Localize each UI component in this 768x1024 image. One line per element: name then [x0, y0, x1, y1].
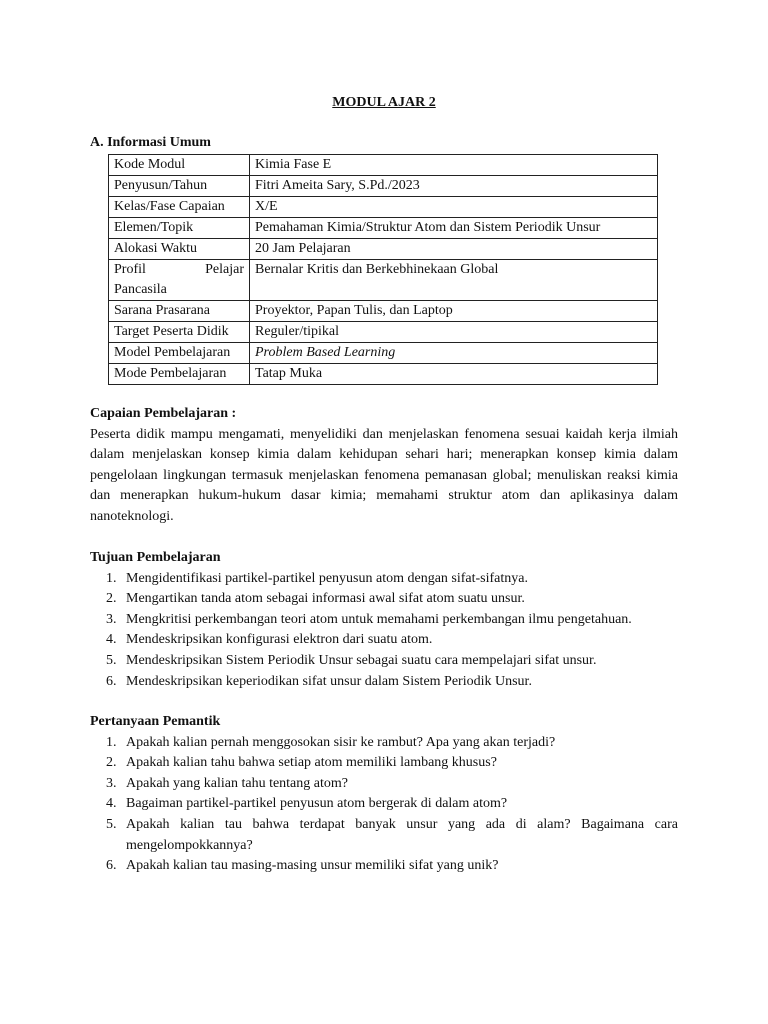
table-key: Kode Modul — [109, 155, 250, 176]
capaian-paragraph: Peserta didik mampu mengamati, menyelidiki dan menjelaskan fenomena sesuai kaidah kerja ilmiah dalam menjelaskan konsep kimia dalam kehidupan sehari hari; menerapkan konsep kimia dalam pengelolaan lingkungan termasuk menjelaskan fenomena pemanasan global; menuliskan reaksi kimia dan menerapkan hukum-hukum dasar kimia; memahami struktur atom dan aplikasinya dalam nanoteknologi. — [90, 426, 678, 524]
list-number: 1. — [106, 734, 117, 750]
table-key-line: Profil Pelajar — [114, 262, 244, 277]
table-row — [109, 301, 658, 322]
table-row — [109, 364, 658, 385]
table-key-line: Pancasila — [114, 282, 167, 297]
table-value: Proyektor, Papan Tulis, dan Laptop — [250, 301, 658, 322]
list-text: Mendeskripsikan keperiodikan sifat unsur dalam Sistem Periodik Unsur. — [126, 673, 532, 689]
table-value: 20 Jam Pelajaran — [250, 239, 658, 260]
table-row — [109, 218, 658, 239]
pertanyaan-list — [90, 733, 678, 877]
list-text: Apakah yang kalian tahu tentang atom? — [126, 775, 348, 791]
table-value: Bernalar Kritis dan Berkebhinekaan Global — [250, 260, 658, 301]
list-text: Mendeskripsikan konfigurasi elektron dari suatu atom. — [126, 632, 433, 648]
table-key: Sarana Prasarana — [109, 301, 250, 322]
list-text: Apakah kalian tahu bahwa setiap atom memiliki lambang khusus? — [126, 755, 497, 771]
list-item — [90, 610, 678, 631]
list-item — [90, 672, 678, 693]
list-text: Mendeskripsikan Sistem Periodik Unsur sebagai suatu cara mempelajari sifat unsur. — [126, 652, 597, 668]
list-item — [90, 856, 678, 877]
table-row — [109, 239, 658, 260]
document-title: MODUL AJAR 2 — [332, 95, 436, 110]
list-number: 6. — [106, 673, 117, 689]
list-text: Mengidentifikasi partikel-partikel penyusun atom dengan sifat-sifatnya. — [126, 570, 528, 586]
list-item — [90, 589, 678, 610]
table-value: Tatap Muka — [250, 364, 658, 385]
section-heading-pertanyaan: Pertanyaan Pemantik — [90, 714, 221, 729]
table-value: X/E — [250, 197, 658, 218]
table-key: Target Peserta Didik — [109, 322, 250, 343]
tujuan-section — [90, 548, 678, 692]
section-heading-capaian: Capaian Pembelajaran : — [90, 406, 237, 421]
list-text: Apakah kalian pernah menggosokan sisir ke rambut? Apa yang akan terjadi? — [126, 734, 556, 750]
list-number: 4. — [106, 796, 117, 812]
table-row — [109, 343, 658, 364]
table-value: Pemahaman Kimia/Struktur Atom dan Sistem Periodik Unsur — [250, 218, 658, 239]
table-row — [109, 322, 658, 343]
table-row — [109, 197, 658, 218]
table-key: Kelas/Fase Capaian — [109, 197, 250, 218]
table-value: Reguler/tipikal — [250, 322, 658, 343]
list-number: 1. — [106, 570, 117, 586]
table-key — [109, 260, 250, 301]
table-key: Model Pembelajaran — [109, 343, 250, 364]
list-number: 3. — [106, 775, 117, 791]
list-item — [90, 733, 678, 754]
table-value: Kimia Fase E — [250, 155, 658, 176]
list-text: Apakah kalian tau bahwa terdapat banyak unsur yang ada di alam? Bagaimana cara mengelompokkannya? — [126, 816, 678, 853]
list-item — [90, 774, 678, 795]
list-number: 4. — [106, 632, 117, 648]
info-table — [108, 154, 658, 385]
table-value: Problem Based Learning — [250, 343, 658, 364]
list-number: 2. — [106, 591, 117, 607]
list-text: Apakah kalian tau masing-masing unsur memiliki sifat yang unik? — [126, 858, 499, 874]
table-key: Mode Pembelajaran — [109, 364, 250, 385]
table-row — [109, 155, 658, 176]
list-item — [90, 815, 678, 856]
tujuan-list — [90, 569, 678, 693]
section-heading-informasi-umum: A. Informasi Umum — [90, 135, 211, 150]
table-key: Elemen/Topik — [109, 218, 250, 239]
list-item — [90, 569, 678, 590]
pertanyaan-section — [90, 712, 678, 877]
list-item — [90, 630, 678, 651]
table-row — [109, 260, 658, 301]
list-number: 5. — [106, 816, 117, 832]
list-item — [90, 753, 678, 774]
section-heading-tujuan: Tujuan Pembelajaran — [90, 550, 221, 565]
list-text: Mengartikan tanda atom sebagai informasi awal sifat atom suatu unsur. — [126, 591, 525, 607]
capaian-section — [90, 404, 678, 528]
table-value: Fitri Ameita Sary, S.Pd./2023 — [250, 176, 658, 197]
list-number: 2. — [106, 755, 117, 771]
list-number: 5. — [106, 652, 117, 668]
table-key: Alokasi Waktu — [109, 239, 250, 260]
list-text: Mengkritisi perkembangan teori atom untuk memahami perkembangan ilmu pengetahuan. — [126, 611, 632, 627]
list-item — [90, 794, 678, 815]
table-row — [109, 176, 658, 197]
list-number: 6. — [106, 858, 117, 874]
table-key: Penyusun/Tahun — [109, 176, 250, 197]
list-number: 3. — [106, 611, 117, 627]
list-text: Bagaiman partikel-partikel penyusun atom bergerak di dalam atom? — [126, 796, 508, 812]
list-item — [90, 651, 678, 672]
